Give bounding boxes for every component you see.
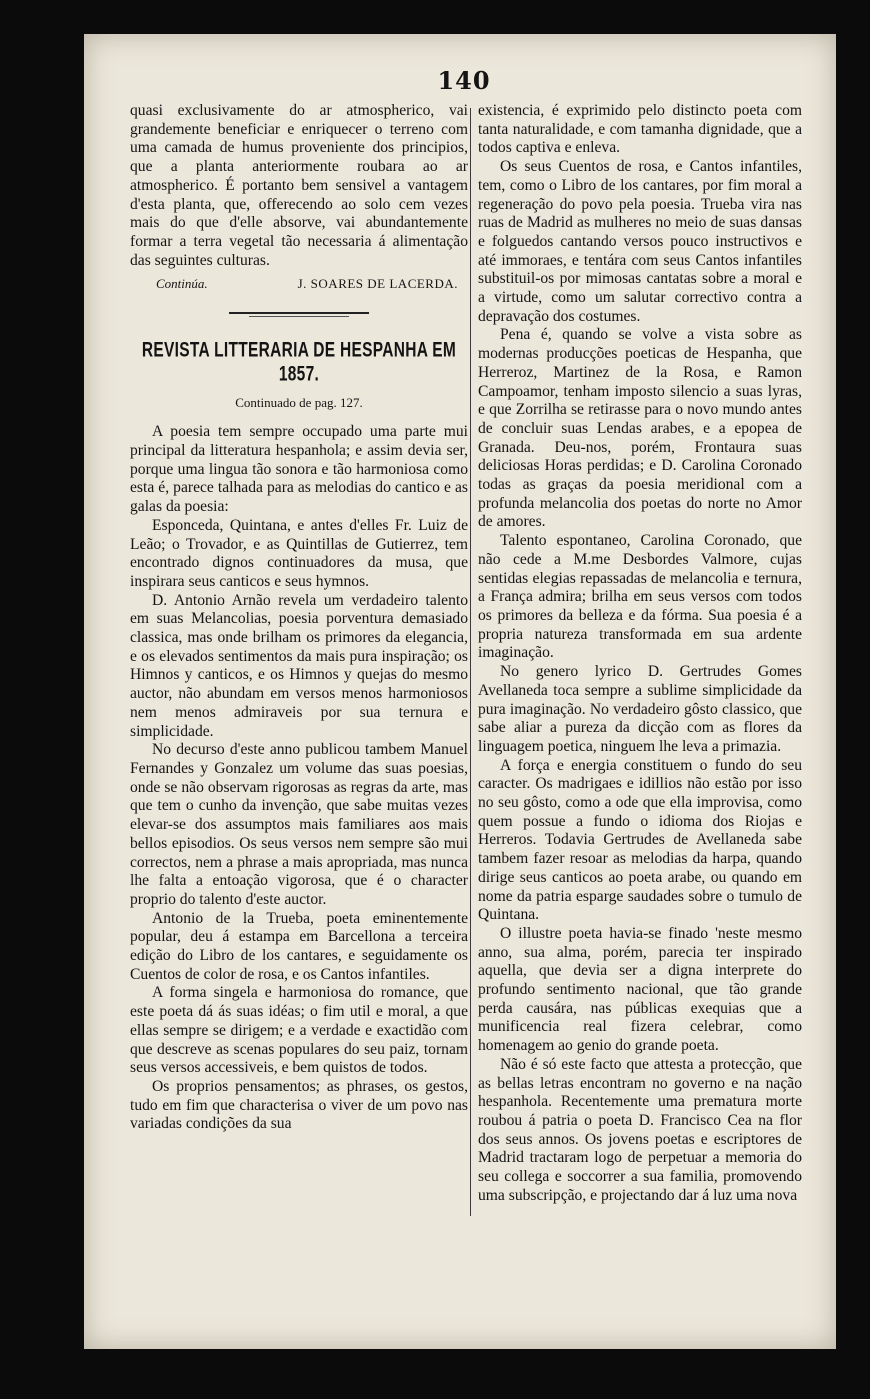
newspaper-page [84, 34, 836, 1349]
page-number: 140 [437, 66, 491, 95]
paragraph: A força e energia constituem o fundo do seu caracter. Os madrigaes e idillios não estão por isso no seu gôsto, como a ode que ella improvisa, como quem possue a fundo o idioma dos Riojas e Herreros. Todavia Gertrudes de Avellaneda sabe tambem fazer resoar as melodias da harpa, quando dirige seus canticos ao poeta arabe, ou quando em nome da patria esparge saudades sobre o tumulo de Quintana. [478, 756, 802, 924]
paragraph: No genero lyrico D. Gertrudes Gomes Avellaneda toca sempre a sublime simplicidade da pura imaginação. No verdadeiro gôsto classico, que sabe aliar a pureza da dicção com as flores da linguagem poetica, ninguem lhe leva a primazia. [478, 663, 802, 755]
section-title: REVISTA LITTERARIA DE HESPANHA EM 1857. [141, 339, 457, 387]
paragraph: A forma singela e harmoniosa do romance, que este poeta dá ás suas idéas; o fim util e moral, a que ellas sempre se dirigem; e a verdade e exactidão com que descreve as scenas populares do seu paiz, tornam seus versos accessiveis, e bem quistos de todos. [130, 984, 468, 1077]
spacer [130, 411, 468, 423]
paragraph: A poesia tem sempre occupado uma parte mui principal da litteratura hespanhola; e assim devia ser, porque uma lingua tão sonora e tão harmoniosa como esta é, parece talhada para as melodias do cantico e as galas da poesia: [130, 423, 468, 516]
paragraph: Talento espontaneo, Carolina Coronado, que não cede a M.me Desbordes Valmore, cujas sentidas elegias repassadas de melancolia e ternura, a França admira; brilha em seus versos com todos os primores da belleza e da fórma. Sua poesia é a propria natureza transformada em sua ardente imaginação. [478, 532, 802, 662]
paragraph: existencia, é exprimido pelo distincto poeta com tanta naturalidade, e com tamanha dignidade, que a todos captiva e enleva. [478, 102, 802, 157]
continued-note: Continuado de pag. 127. [235, 395, 363, 411]
paragraph: No decurso d'este anno publicou tambem Manuel Fernandes y Gonzalez um volume das suas poesias, onde se não observam rigorosas as regras da arte, mas que tem o cunho da invenção, que sabe muitas vezes elevar-se dos assumptos mais familiares aos mais bellos episodios. Os seus versos nem sempre são mui correctos, nem a phrase a mais apropriada, mas nunca lhe falta a entoação vigorosa, que é o character proprio do talento d'este auctor. [130, 741, 468, 908]
article-signature [130, 276, 468, 292]
continua-label: Continúa. [156, 276, 208, 292]
right-column [478, 102, 802, 1205]
section-divider [229, 312, 369, 314]
paragraph: O illustre poeta havia-se finado 'neste mesmo anno, sua alma, porém, parecia ter inspirado aquella, que devia ser a digna interprete do profundo sentimento nacional, que tão grande perda causára, nas públicas exequias que a munificencia real fizera celebrar, como homenagem ao genio do grande poeta. [478, 924, 802, 1055]
paragraph: Pena é, quando se volve a vista sobre as modernas producções poeticas de Hespanha, que Herreroz, Martinez de la Rosa, e Ramon Campoamor, tenham imposto silencio a suas lyras, e que Zorrilha se retirasse para o novo mundo antes de concluir suas Lendas arabes, e a epopea de Granada. Deu-nos, porém, Frontaura suas deliciosas Horas perdidas; e D. Carolina Coronado todas as graças da poesia meridional com a profunda melancolia dos poetas do norte no Amor de amores. [478, 326, 802, 531]
paragraph: D. Antonio Arnão revela um verdadeiro talento em suas Melancolias, poesia porventura demasiado classica, mas onde brilham os primores da elegancia, e os elevados sentimentos da mais pura inspiração; os Himnos y canticos, e os Himnos y quejas do mesmo auctor, não abundam em versos menos harmoniosos nem menos admiraveis por sua ternura e simplicidade. [130, 591, 468, 740]
author-name: J. SOARES DE LACERDA. [297, 276, 458, 292]
paragraph: Antonio de la Trueba, poeta eminentemente popular, deu á estampa em Barcellona a terceira edição do Libro de los cantares, e seguidamente os Cuentos de color de rosa, e os Cantos infantiles. [130, 909, 468, 983]
paragraph: Esponceda, Quintana, e antes d'elles Fr. Luiz de Leão; o Trovador, e as Quintillas de Gutierrez, tem encontrado dignos continuadores da musa, que inspirara seus canticos e seus hymnos. [130, 516, 468, 590]
paragraph: Os seus Cuentos de rosa, e Cantos infantiles, tem, como o Libro de los cantares, por fim moral a regeneração do povo pela poesia. Trueba vira nas ruas de Madrid as mulheres no meio de suas dansas e folguedos cantando versos pouco instructivos e até immoraes, e tentára com seus Cantos infantiles substituil-os por mimosas cantatas sobre a moral e a virtude, como um salutar correctivo contra a depravação dos costumes. [478, 158, 802, 325]
carry-over-paragraph: quasi exclusivamente do ar atmospherico, vai grandemente beneficiar e enriquecer o terreno com uma camada de humus proveniente dos principios, que a planta anteriormente roubara ao ar atmospherico. É portanto bem sensivel a vantagem d'esta planta, que, offerecendo ao solo cem vezes mais do que d'elle absorve, vai abundantemente formar a terra vegetal tão necessaria á alimentação das seguintes culturas. [130, 102, 468, 269]
column-divider [470, 108, 471, 1216]
paragraph: Não é só este facto que attesta a protecção, que as bellas letras encontram no governo e na nação hespanhola. Recentemente uma prematura morte roubou á patria o poeta D. Francisco Cea na flor dos seus annos. Os jovens poetas e escriptores de Madrid tractaram logo de perpetuar a memoria do seu collega e soccorrer a sua familia, promovendo uma subscripção, e projectando dar á luz uma nova [478, 1055, 802, 1204]
section-divider-thin [249, 316, 349, 317]
paragraph: Os proprios pensamentos; as phrases, os gestos, tudo em fim que characterisa o viver de um povo nas variadas condições da sua [130, 1077, 468, 1133]
left-column [130, 102, 468, 1134]
